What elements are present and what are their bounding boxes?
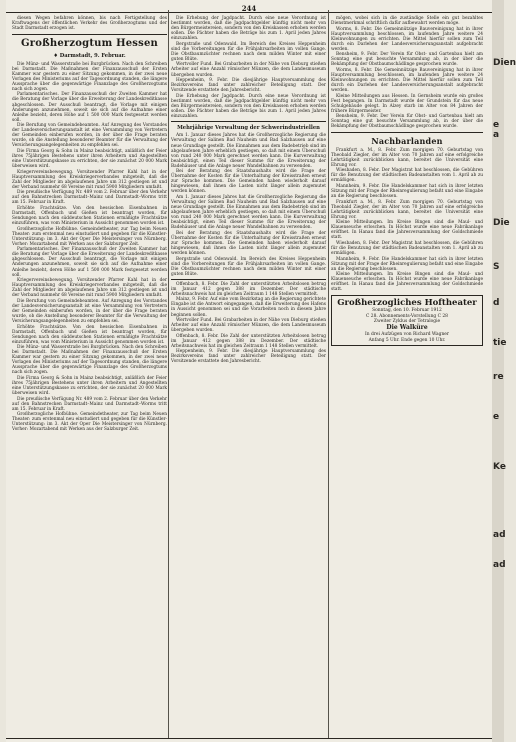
article-paragraph: Bergstraße und Odenwald. Im Bereich des Kreises Heppenheim sind die Vorbereitungen für die Frühjahrsarbeiten im vollen Gange. Die Obstbaumzüchter rechnen nach dem milden Winter mit einer guten Blüte.	[171, 41, 326, 62]
article-paragraph: Bensheim, 9. Febr. Der Verein für Obst- und Gartenbau hielt am Sonntag eine gut besuchte Versammlung ab, in der über die Bekämpfung der Obstbaumschädlinge gesprochen wurde.	[331, 114, 483, 130]
article-paragraph: mögen, wobei sich in die zuständige Stelle ein gut bezahltes Dienstmerkmal schriftlich dafür aufbewahrt werden möge.	[331, 16, 483, 27]
article-paragraph: Die Berufung von Gemeindebeamten. Auf Anregung des Vorstandes der Landesversicherungsanstalt ist eine Versammlung von Vertretern der Gemeinden einberufen worden, in der über die Frage beraten wurde, ob die Anstellung besonderer Beamter für die Verwaltung der Versicherungsangelegenheiten zu empfehlen sei.	[12, 123, 167, 149]
theatre-line: Zweiter Zyklus der Tetralogie	[373, 318, 441, 324]
article-paragraph: Bergstraße und Odenwald. Im Bereich des Kreises Heppenheim sind die Vorbereitungen für die Frühjahrsarbeiten im vollen Gange. Die Obstbaumzüchter rechnen nach dem milden Winter mit einer guten Blüte.	[171, 256, 326, 277]
article-paragraph: Erhöhte Frachtsätze. Von den hessischen Eisenbahnen in Darmstadt, Offenbach und Gießen ist beantragt worden, für Sendungen nach den süddeutschen Stationen ermäßigte Frachtsätze einzuführen, was vom Ministerium in Aussicht genommen worden ist.	[12, 324, 167, 345]
article-paragraph: Bensheim, 9. Febr. Der Verein für Obst- und Gartenbau hielt am Sonntag eine gut besuchte Versammlung ab, in der über die Bekämpfung der Obstbaumschädlinge gesprochen wurde.	[331, 52, 483, 68]
article-paragraph: Parlamentarisches. Der Finanzausschuß der Zweiten Kammer hat die Beratung der Vorlage über die Erweiterung der Landeskreditkasse abgeschlossen. Der Ausschuß beantragt, die Vorlage mit einigen Änderungen anzunehmen, soweit sie sich auf die Aufnahme einer Anleihe bezieht, deren Höhe auf 1 500 000 Mark festgesetzt werden soll.	[12, 247, 167, 278]
article-paragraph: Wiesbaden, 8. Febr. Der Magistrat hat beschlossen, die Gebühren für die Benutzung der städtischen Badeanstalten vom 1. April ab zu ermäßigen.	[331, 168, 483, 184]
article-paragraph: Mainz, 9. Febr. Auf eine vom Bezirkstag an die Regierung gerichtete Eingabe ist die Antwort eingegangen, daß die Erweiterung des Hafens in Aussicht genommen sei und die Vorarbeiten noch in diesem Jahre beginnen sollen.	[171, 297, 326, 318]
article-paragraph: Kriegervereinsbewegung. Vorsitzender Pfarrer Kahl hat in der Hauptversammlung des Kreiskriegerverbandes mitgeteilt, daß die Zahl der Mitglieder im abgelaufenen Jahre um 312 gestiegen ist und der Verband nunmehr 68 Vereine mit rund 5900 Mitgliedern umfaßt.	[12, 278, 167, 299]
article-paragraph: Die Firma Georg & Sohn in Mainz beabsichtigt, anläßlich der Feier ihres 75jährigen Bestehens unter ihren Arbeitern und Angestellten eine Unterstützungskasse zu errichten, der sie zunächst 20 000 Mark überweisen wird.	[12, 376, 167, 397]
edge-fragment: ad	[493, 530, 506, 540]
article-paragraph: Kleine Mitteilungen. Im Kreise Bingen sind die Maul- und Klauenseuche erloschen. In Höchst wurde eine neue Fabrikanlage eröffnet. In Hanau fand die Jahresversammlung der Goldschmiede statt.	[331, 220, 483, 241]
article-paragraph: Die Münz- und Wasserstraße bei Burgbrücken. Nach den Schreiben bei Darmstadt. Die Maßnahmen der Finanzausschuß der Ersten Kammer war gestern zu einer Sitzung gekommen, in der zwei neue Vorlagen des Ministeriums auf der Tagesordnung standen, die längere Aussprache über die gegenwärtige Finanzlage des Großherzogtums nach sich zogen.	[12, 345, 167, 376]
article-paragraph: Die Münz- und Wasserstraße bei Burgbrücken. Nach den Schreiben bei Darmstadt. Die Maßnahmen der Finanzausschuß der Ersten Kammer war gestern zu einer Sitzung gekommen, in der zwei neue Vorlagen des Ministeriums auf der Tagesordnung standen, die längere Aussprache über die gegenwärtige Finanzlage des Großherzogtums nach sich zogen.	[12, 61, 167, 92]
article-paragraph: Frankfurt a. M., 8. Febr. Zum morgigen 70. Geburtstag von Theobald Ziegler, der im Alter von 70 Jahren auf eine erfolgreiche Lehrtätigkeit zurückblicken kann, bereitet die Universität eine Ehrung vor.	[331, 199, 483, 220]
section-rule	[331, 132, 483, 133]
footer-rule	[6, 738, 492, 739]
dateline: ♦ Darmstadt, 9. Februar.	[53, 53, 126, 60]
column-divider	[328, 10, 329, 738]
theatre-line: Anfang 5 Uhr. Ende gegen 10 Uhr.	[368, 337, 446, 343]
page-number: 244	[241, 4, 257, 13]
article-paragraph: Wertvoller Fund. Bei Grabarbeiten in der Nähe von Dieburg stießen Arbeiter auf eine Anzahl römischer Münzen, die dem Landesmuseum übergeben wurden.	[171, 318, 326, 334]
article-paragraph: Worms, 8. Febr. Die Gemeinnützige Bauvereinigung hat in ihrer Hauptversammlung beschlossen, im laufenden Jahre weitere 24 Kleinwohnungen zu errichten. Die Mittel hierfür sollen zum Teil durch ein Darlehen der Landesversicherungsanstalt aufgebracht werden.	[331, 67, 483, 94]
article-paragraph: Erhöhte Frachtsätze. Von den hessischen Eisenbahnen in Darmstadt, Offenbach und Gießen ist beantragt worden, für Sendungen nach den süddeutschen Stationen ermäßigte Frachtsätze einzuführen, was vom Ministerium in Aussicht genommen worden ist.	[12, 205, 167, 227]
theatre-line: In drei Aufzügen von Richard Wagner	[364, 332, 449, 338]
section-title: Großherzogtum Hessen	[21, 38, 158, 50]
theatre-play: Die Walküre	[386, 324, 428, 332]
column-3	[331, 16, 483, 738]
theatre-announcement	[331, 295, 483, 345]
section-rule	[171, 121, 326, 122]
article-paragraph: Worms, 8. Febr. Die Gemeinnützige Bauvereinigung hat in ihrer Hauptversammlung beschlossen, im laufenden Jahre weitere 24 Kleinwohnungen zu errichten. Die Mittel hierfür sollen zum Teil durch ein Darlehen der Landesversicherungsanstalt aufgebracht werden.	[331, 26, 483, 52]
edge-fragment: ad	[493, 560, 506, 570]
edge-fragment: e a	[493, 120, 500, 140]
edge-fragment: e	[493, 412, 500, 422]
edge-fragment: tie	[493, 338, 507, 348]
article-paragraph: Heppenheim, 9. Febr. Die diesjährige Hauptversammlung des Bezirksvereins fand unter zahlreicher Beteiligung statt. Der Vorsitzende erstattete den Jahresbericht.	[171, 78, 326, 94]
article-paragraph: diesen Wegen befahren können, bis nach Fertigstellung des Kraftwagens der öffentlichen Verkehr des Großherzogtums und der Stadt Darmstadt erzogen ist.	[12, 16, 167, 32]
article-paragraph: Großherzogliche Hofbühne. Gemeindetheater, zur Tag beim Neuen Theater: zum erstenmal neu einstudiert und gegeben für die Künstler-Unterstützung: im 3. Akt der Oper Die Meistersinger von Nürnberg. Vorher: Mozartabend mit Werken aus der Salzburger Zeit.	[12, 412, 167, 433]
edge-fragment: Die	[493, 218, 510, 228]
section-rule	[12, 34, 167, 35]
article-paragraph: Frankfurt a. M., 8. Febr. Zum morgigen 70. Geburtstag von Theobald Ziegler, der im Alter von 70 Jahren auf eine erfolgreiche Lehrtätigkeit zurückblicken kann, bereitet die Universität eine Ehrung vor.	[331, 147, 483, 168]
edge-fragment: S	[493, 262, 500, 272]
edge-fragment: d	[493, 298, 500, 308]
article-paragraph: Heppenheim, 9. Febr. Die diesjährige Hauptversammlung des Bezirksvereins fand unter zahlreicher Beteiligung statt. Der Vorsitzende erstattete den Jahresbericht.	[171, 349, 326, 365]
article-paragraph: Offenbach, 8. Febr. Die Zahl der unterstützten Arbeitslosen betrug im Januar 412 gegen 388 im Dezember. Der städtische Arbeitsnachweis hat im gleichen Zeitraum 1 148 Stellen vermittelt.	[171, 281, 326, 297]
article-paragraph: Kriegervereinsbewegung. Vorsitzender Pfarrer Kahl hat in der Hauptversammlung des Kreiskriegerverbandes mitgeteilt, daß die Zahl der Mitglieder im abgelaufenen Jahre um 312 gestiegen ist und der Verband nunmehr 68 Vereine mit rund 5900 Mitgliedern umfaßt.	[12, 169, 167, 190]
edge-fragment: re	[493, 372, 504, 382]
column-2	[171, 16, 326, 738]
adjacent-page-edge	[492, 0, 516, 742]
article-paragraph: Kleine Mitteilungen aus Hessen. In Gernsheim wurde ein großes Fest begangen. In Darmstadt wurde der Grundstein für das neue Schulgebäude gelegt. In Alzey starb im Alter von 84 Jahren der frühere Bürgermeister.	[331, 93, 483, 114]
article-paragraph: Wertvoller Fund. Bei Grabarbeiten in der Nähe von Dieburg stießen Arbeiter auf eine Anzahl römischer Münzen, die dem Landesmuseum übergeben wurden.	[171, 62, 326, 78]
article-paragraph: Die Berufung von Gemeindebeamten. Auf Anregung des Vorstandes der Landesversicherungsanstalt ist eine Versammlung von Vertretern der Gemeinden einberufen worden, in der über die Frage beraten wurde, ob die Anstellung besonderer Beamter für die Verwaltung der Versicherungsangelegenheiten zu empfehlen sei.	[12, 298, 167, 324]
subsection-title: Mehrjährige Verwaltung der Schwerindustriellen	[177, 124, 320, 131]
article-paragraph: Die Firma Georg & Sohn in Mainz beabsichtigt, anläßlich der Feier ihres 75jährigen Bestehens unter ihren Arbeitern und Angestellten eine Unterstützungskasse zu errichten, der sie zunächst 20 000 Mark überweisen wird.	[12, 148, 167, 170]
theatre-date: Sonntag, den 10. Februar 1912	[372, 308, 442, 314]
article-paragraph: Die Erhebung der Jagdpacht. Durch eine neue Verordnung ist bestimmt worden, daß die Jagdpachtgelder künftig nicht mehr von den Bürgermeistereien, sondern von den Kreiskassen erhoben werden sollen. Die Pächter haben die Beträge bis zum 1. April jeden Jahres einzuzahlen.	[171, 93, 326, 119]
edge-fragment: Ke	[493, 462, 506, 472]
article-paragraph: Bei der Beratung des Staatshaushalts wird die Frage der Übernahme der Kosten für die Unterhaltung der Kreisstraßen erneut zur Sprache kommen. Die Gemeinden haben wiederholt darauf hingewiesen, daß ihnen die Lasten nicht länger allein zugemutet werden können.	[171, 169, 326, 195]
theatre-title: Großherzogliches Hoftheater	[337, 298, 477, 309]
article-paragraph: Die preußische Verfügung Nr. 489 vom 2. Februar über den Verkehr auf den Bahnstrecken Darmstadt–Mainz und Darmstadt–Worms tritt am 15. Februar in Kraft.	[12, 396, 167, 412]
header-rule	[6, 12, 492, 13]
column-divider	[168, 10, 169, 738]
article-paragraph: Mannheim, 9. Febr. Die Handelskammer hat sich in ihrer letzten Sitzung mit der Frage der Rheinregulierung befaßt und eine Eingabe an die Regierung beschlossen.	[331, 256, 483, 272]
newspaper-page	[6, 0, 492, 742]
article-paragraph: Offenbach, 8. Febr. Die Zahl der unterstützten Arbeitslosen betrug im Januar 412 gegen 388 im Dezember. Der städtische Arbeitsnachweis hat im gleichen Zeitraum 1 148 Stellen vermittelt.	[171, 333, 326, 349]
section-title: Nachbarlanden	[371, 135, 443, 146]
article-paragraph: Parlamentarisches. Der Finanzausschuß der Zweiten Kammer hat die Beratung der Vorlage über die Erweiterung der Landeskreditkasse abgeschlossen. Der Ausschuß beantragt, die Vorlage mit einigen Änderungen anzunehmen, soweit sie sich auf die Aufnahme einer Anleihe bezieht, deren Höhe auf 1 500 000 Mark festgesetzt werden soll.	[12, 92, 167, 123]
article-paragraph: Mannheim, 9. Febr. Die Handelskammer hat sich in ihrer letzten Sitzung mit der Frage der Rheinregulierung befaßt und eine Eingabe an die Regierung beschlossen.	[331, 183, 483, 199]
article-paragraph: Die preußische Verfügung Nr. 489 vom 2. Februar über den Verkehr auf den Bahnstrecken Darmstadt–Mainz und Darmstadt–Worms tritt am 15. Februar in Kraft.	[12, 190, 167, 206]
article-paragraph: Die Erhebung der Jagdpacht. Durch eine neue Verordnung ist bestimmt worden, daß die Jagdpachtgelder künftig nicht mehr von den Bürgermeistereien, sondern von den Kreiskassen erhoben werden sollen. Die Pächter haben die Beträge bis zum 1. April jeden Jahres einzuzahlen.	[171, 16, 326, 42]
article-paragraph: Am 1. Januar dieses Jahres hat die Großherzogliche Regierung die Verwaltung der Salinen Bad Nauheim und Bad Salzhausen auf eine neue Grundlage gestellt. Die Einnahmen aus dem Badebetrieb sind im abgelaufenen Jahre erheblich gestiegen, so daß mit einem Überschuß von rund 240 000 Mark gerechnet werden kann. Die Kurverwaltung beabsichtigt, einen Teil dieser Summe für die Erweiterung der Badehäuser und die Anlage neuer Wandelbahnen zu verwenden.	[171, 133, 326, 169]
edge-fragment: Dien	[493, 58, 516, 68]
section-rule	[171, 279, 326, 280]
article-paragraph: Am 1. Januar dieses Jahres hat die Großherzogliche Regierung die Verwaltung der Salinen Bad Nauheim und Bad Salzhausen auf eine neue Grundlage gestellt. Die Einnahmen aus dem Badebetrieb sind im abgelaufenen Jahre erheblich gestiegen, so daß mit einem Überschuß von rund 240 000 Mark gerechnet werden kann. Die Kurverwaltung beabsichtigt, einen Teil dieser Summe für die Erweiterung der Badehäuser und die Anlage neuer Wandelbahnen zu verwenden.	[171, 195, 326, 231]
article-paragraph: Kleine Mitteilungen. Im Kreise Bingen sind die Maul- und Klauenseuche erloschen. In Höchst wurde eine neue Fabrikanlage eröffnet. In Hanau fand die Jahresversammlung der Goldschmiede statt.	[331, 272, 483, 293]
article-paragraph: Bei der Beratung des Staatshaushalts wird die Frage der Übernahme der Kosten für die Unterhaltung der Kreisstraßen erneut zur Sprache kommen. Die Gemeinden haben wiederholt darauf hingewiesen, daß ihnen die Lasten nicht länger allein zugemutet werden können.	[171, 230, 326, 257]
theatre-line: C 28. Abonnements-Vorstellung C 28	[366, 313, 448, 319]
column-1	[12, 16, 167, 738]
article-paragraph: Wiesbaden, 8. Febr. Der Magistrat hat beschlossen, die Gebühren für die Benutzung der städtischen Badeanstalten vom 1. April ab zu ermäßigen.	[331, 240, 483, 256]
article-paragraph: Großherzogliche Hofbühne. Gemeindetheater, zur Tag beim Neuen Theater: zum erstenmal neu einstudiert und gegeben für die Künstler-Unterstützung: im 3. Akt der Oper Die Meistersinger von Nürnberg. Vorher: Mozartabend mit Werken aus der Salzburger Zeit.	[12, 226, 167, 247]
